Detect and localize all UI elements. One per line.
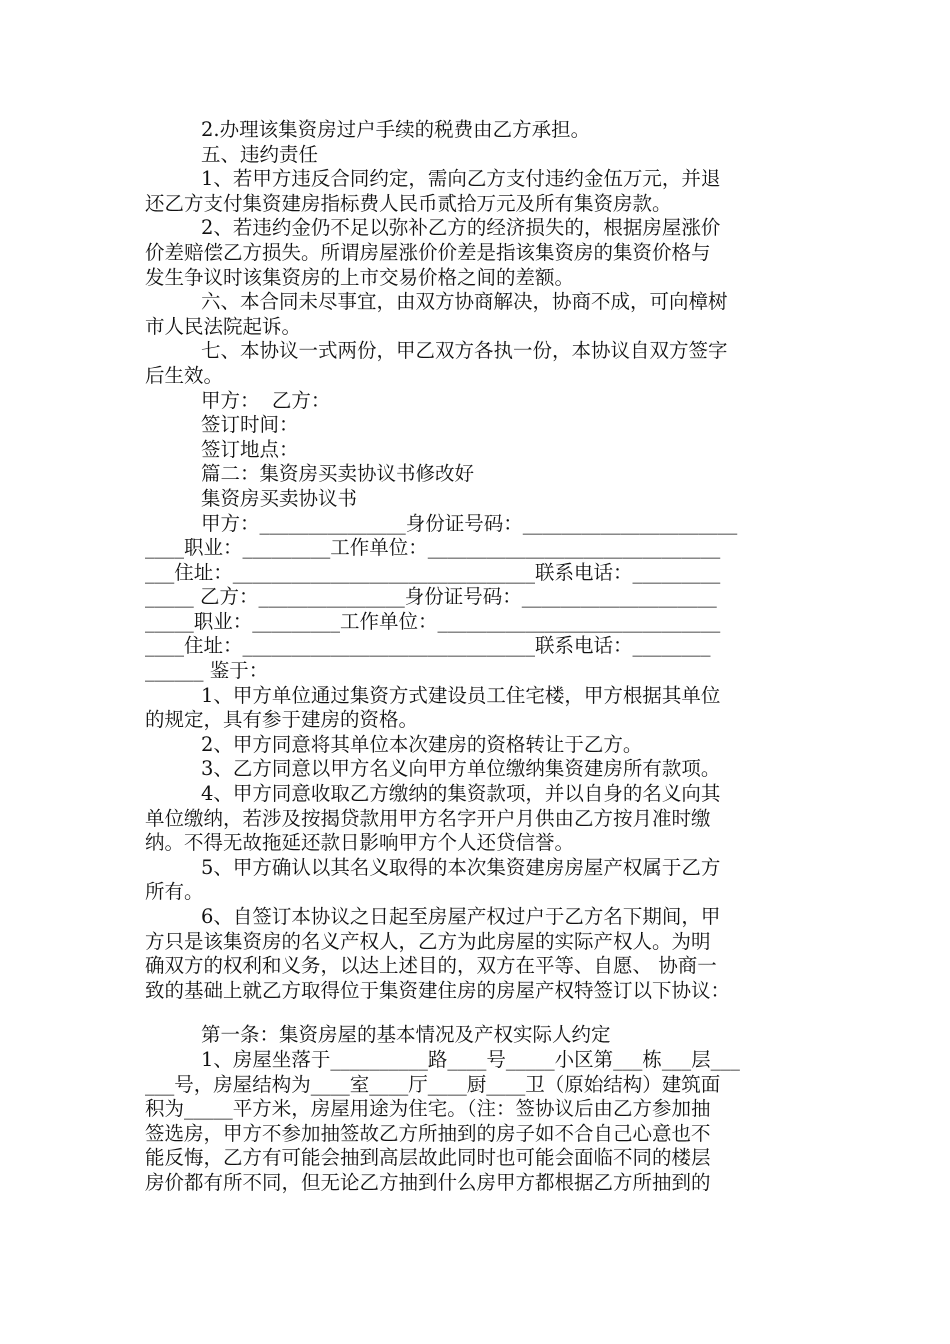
text-line: 1、甲方单位通过集资方式建设员工住宅楼，甲方根据其单位 [201,683,721,707]
text-line: 单位缴纳，若涉及按揭贷款用甲方名字开户月供由乙方按月准时缴 [145,806,711,830]
text-line: 积为_____平方米，房屋用途为住宅。（注：签协议后由乙方参加抽 [145,1097,711,1121]
text-line: 3、乙方同意以甲方名义向甲方单位缴纳集资建房所有款项。 [201,757,721,781]
text-line: 所有。 [145,880,204,904]
text-line: 的规定，具有参于建房的资格。 [145,708,419,732]
text-line: 1、若甲方违反合同约定，需向乙方支付违约金伍万元，并退 [201,167,721,191]
text-line: 七、本协议一式两份，甲乙双方各执一份，本协议自双方签字 [201,339,728,363]
text-line: 签订地点： [201,437,299,461]
text-line: 价差赔偿乙方损失。所谓房屋涨价价差是指该集资房的集资价格与 [145,240,711,264]
document-body [145,118,810,1196]
text-line: _____ 乙方：_______________身份证号码：____________________ [145,585,717,609]
text-line: ____职业：_________工作单位：______________________________ [145,536,721,560]
text-line: ___住址：_______________________________联系电话：_________ [145,560,721,584]
text-line: 2、甲方同意将其单位本次建房的资格转让于乙方。 [201,732,643,756]
text-line: 致的基础上就乙方取得位于集资建住房的房屋产权特签订以下协议： [145,978,731,1002]
text-line: 市人民法院起诉。 [145,314,302,338]
text-line: 2、若违约金仍不足以弥补乙方的经济损失的，根据房屋涨价 [201,216,721,240]
text-line: 签订时间： [201,413,299,437]
text-line: 确双方的权利和义务，以达上述目的，双方在平等、自愿、 协商一 [145,954,717,978]
text-line: 方只是该集资房的名义产权人，乙方为此房屋的实际产权人。为明 [145,929,711,953]
text-line: ______ 鉴于： [145,659,269,683]
text-line: 2.办理该集资房过户手续的税费由乙方承担。 [201,118,591,141]
text-line: 篇二：集资房买卖协议书修改好 [201,462,475,486]
text-line: ___号，房屋结构为____室____厅____厨____卫（原始结构）建筑面 [145,1072,721,1096]
text-line: 1、房屋坐落于__________路____号_____小区第___栋___层___ [201,1047,740,1071]
text-line: 签选房，甲方不参加抽签故乙方所抽到的房子如不合自己心意也不 [145,1121,711,1145]
text-line: 六、本合同未尽事宜，由双方协商解决，协商不成，可向樟树 [201,290,728,314]
text-line: 还乙方支付集资建房指标费人民币贰拾万元及所有集资房款。 [145,191,672,215]
text-line: 发生争议时该集资房的上市交易价格之间的差额。 [145,265,575,289]
text-line: 五、违约责任 [201,142,319,166]
text-line: 能反悔，乙方有可能会抽到高层故此同时也可能会面临不同的楼层 [145,1146,711,1170]
text-line: 5、甲方确认以其名义取得的本次集资建房房屋产权属于乙方 [201,855,721,879]
blank-line [145,1003,810,1023]
text-line: 纳。不得无故拖延还款日影响甲方个人还贷信誉。 [145,831,575,855]
text-line: _____职业：_________工作单位：_____________________________ [145,609,721,633]
text-line: 4、甲方同意收取乙方缴纳的集资款项，并以自身的名义向其 [201,782,721,806]
text-line: 甲方： 乙方： [201,388,331,412]
text-line: 甲方：_______________身份证号码：______________________ [201,511,738,535]
text-line: 房价都有所不同，但无论乙方抽到什么房甲方都根据乙方所抽到的 [145,1170,711,1194]
text-line: 第一条：集资房屋的基本情况及产权实际人约定 [201,1023,611,1047]
text-line: 6、自签订本协议之日起至房屋产权过户于乙方名下期间，甲 [201,905,721,928]
text-line: 集资房买卖协议书 [201,486,358,510]
text-line: ____住址：______________________________联系电话：________ [145,634,711,658]
text-line: 后生效。 [145,363,224,387]
